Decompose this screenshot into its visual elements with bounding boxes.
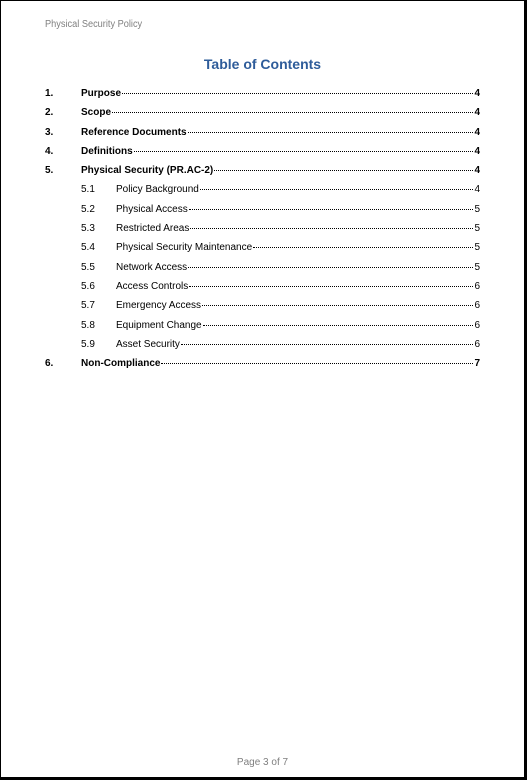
toc-entry-page-number[interactable]: 4: [474, 184, 480, 196]
toc-entry-label[interactable]: Physical Security (PR.AC-2): [81, 165, 214, 177]
toc-entry-line[interactable]: [116, 339, 480, 350]
toc-entry-line[interactable]: [116, 223, 480, 234]
toc-entry[interactable]: [1, 122, 524, 141]
toc-entry[interactable]: [1, 179, 524, 198]
toc-entry[interactable]: [1, 237, 524, 256]
toc-entry[interactable]: [1, 353, 524, 372]
toc-entry-label[interactable]: Purpose: [81, 88, 122, 99]
toc-dot-leader: [203, 325, 474, 326]
toc-dot-leader: [253, 247, 473, 248]
toc-entry[interactable]: [1, 199, 524, 218]
toc-entry-line[interactable]: [81, 88, 480, 99]
toc-entry[interactable]: [1, 83, 524, 102]
toc-entry-page-number[interactable]: 4: [474, 88, 480, 99]
toc-entry-line[interactable]: [81, 146, 480, 157]
toc-entry-label[interactable]: Network Access: [116, 261, 188, 273]
toc-entry-number: 5.2: [81, 203, 95, 215]
toc-dot-leader: [188, 267, 473, 268]
toc-entry-label[interactable]: Restricted Areas: [116, 223, 190, 235]
toc-entry-line[interactable]: [116, 204, 480, 215]
toc-entry[interactable]: [1, 218, 524, 237]
toc-entry-page-number[interactable]: 7: [474, 358, 480, 370]
toc-entry-number: 6.: [45, 358, 54, 370]
toc-dot-leader: [214, 170, 473, 171]
toc-entry-label[interactable]: Physical Access: [116, 203, 188, 215]
page-footer: Page 3 of 7: [236, 757, 289, 768]
toc-entry-line[interactable]: [116, 262, 480, 273]
toc-entry-page-number[interactable]: 4: [474, 145, 480, 157]
toc-dot-leader: [112, 112, 473, 113]
toc-entry[interactable]: [1, 160, 524, 179]
toc-entry-label[interactable]: Equipment Change: [116, 319, 202, 331]
toc-entry[interactable]: [1, 141, 524, 160]
toc-entry-label[interactable]: Reference Documents: [81, 126, 187, 138]
toc-entry-number: 5.5: [81, 261, 95, 273]
toc-entry-line[interactable]: [81, 127, 480, 138]
toc-entry[interactable]: [1, 334, 524, 353]
table-of-contents: [1, 83, 524, 372]
toc-entry-page-number[interactable]: 4: [474, 165, 480, 177]
toc-entry-page-number[interactable]: 5: [474, 223, 480, 235]
toc-entry-number: 2.: [45, 107, 54, 119]
toc-entry[interactable]: [1, 276, 524, 295]
toc-entry[interactable]: [1, 257, 524, 276]
toc-entry-number: 3.: [45, 126, 54, 138]
toc-entry-number: 5.8: [81, 319, 95, 331]
toc-entry-line[interactable]: [116, 320, 480, 331]
toc-entry-number: 5.3: [81, 223, 95, 235]
toc-dot-leader: [202, 305, 473, 306]
toc-entry[interactable]: [1, 315, 524, 334]
toc-entry-label[interactable]: Scope: [81, 107, 112, 119]
toc-entry-page-number[interactable]: 6: [474, 300, 480, 312]
toc-dot-leader: [122, 93, 473, 94]
toc-entry-label[interactable]: Access Controls: [116, 280, 189, 292]
toc-dot-leader: [134, 151, 474, 152]
toc-dot-leader: [189, 286, 473, 287]
toc-entry-line[interactable]: [81, 107, 480, 118]
toc-entry-page-number[interactable]: 6: [474, 338, 480, 350]
toc-entry-label[interactable]: Policy Background: [116, 184, 199, 196]
toc-entry-line[interactable]: [81, 358, 480, 369]
toc-entry-line[interactable]: [116, 300, 480, 311]
toc-entry-line[interactable]: [116, 242, 480, 253]
toc-dot-leader: [181, 344, 474, 345]
toc-entry-page-number[interactable]: 6: [474, 319, 480, 331]
toc-entry-page-number[interactable]: 5: [474, 261, 480, 273]
toc-entry[interactable]: [1, 102, 524, 121]
toc-entry-page-number[interactable]: 6: [474, 280, 480, 292]
toc-entry-number: 5.: [45, 165, 54, 177]
toc-entry-line[interactable]: [116, 184, 480, 195]
toc-entry-number: 4.: [45, 145, 54, 157]
toc-entry-label[interactable]: Asset Security: [116, 338, 180, 350]
page-header: Physical Security Policy: [45, 19, 143, 30]
toc-entry-number: 5.7: [81, 300, 95, 312]
toc-entry-label[interactable]: Non-Compliance: [81, 358, 161, 370]
toc-entry-number: 5.6: [81, 280, 95, 292]
toc-entry-number: 5.4: [81, 242, 95, 254]
toc-entry-label[interactable]: Emergency Access: [116, 300, 202, 312]
toc-entry-line[interactable]: [81, 165, 480, 176]
toc-entry-label[interactable]: Definitions: [81, 145, 133, 157]
toc-entry-page-number[interactable]: 4: [474, 107, 480, 119]
toc-entry-line[interactable]: [116, 281, 480, 292]
toc-dot-leader: [190, 228, 473, 229]
toc-entry-page-number[interactable]: 4: [474, 126, 480, 138]
toc-dot-leader: [189, 209, 474, 210]
toc-title: Table of Contents: [203, 56, 322, 72]
toc-entry[interactable]: [1, 295, 524, 314]
toc-entry-number: 5.9: [81, 338, 95, 350]
toc-entry-page-number[interactable]: 5: [474, 203, 480, 215]
toc-entry-number: 5.1: [81, 184, 95, 196]
toc-entry-number: 1.: [45, 88, 54, 99]
toc-dot-leader: [200, 189, 474, 190]
toc-entry-page-number[interactable]: 5: [474, 242, 480, 254]
toc-entry-label[interactable]: Physical Security Maintenance: [116, 242, 253, 254]
toc-dot-leader: [188, 132, 474, 133]
toc-dot-leader: [161, 363, 473, 364]
